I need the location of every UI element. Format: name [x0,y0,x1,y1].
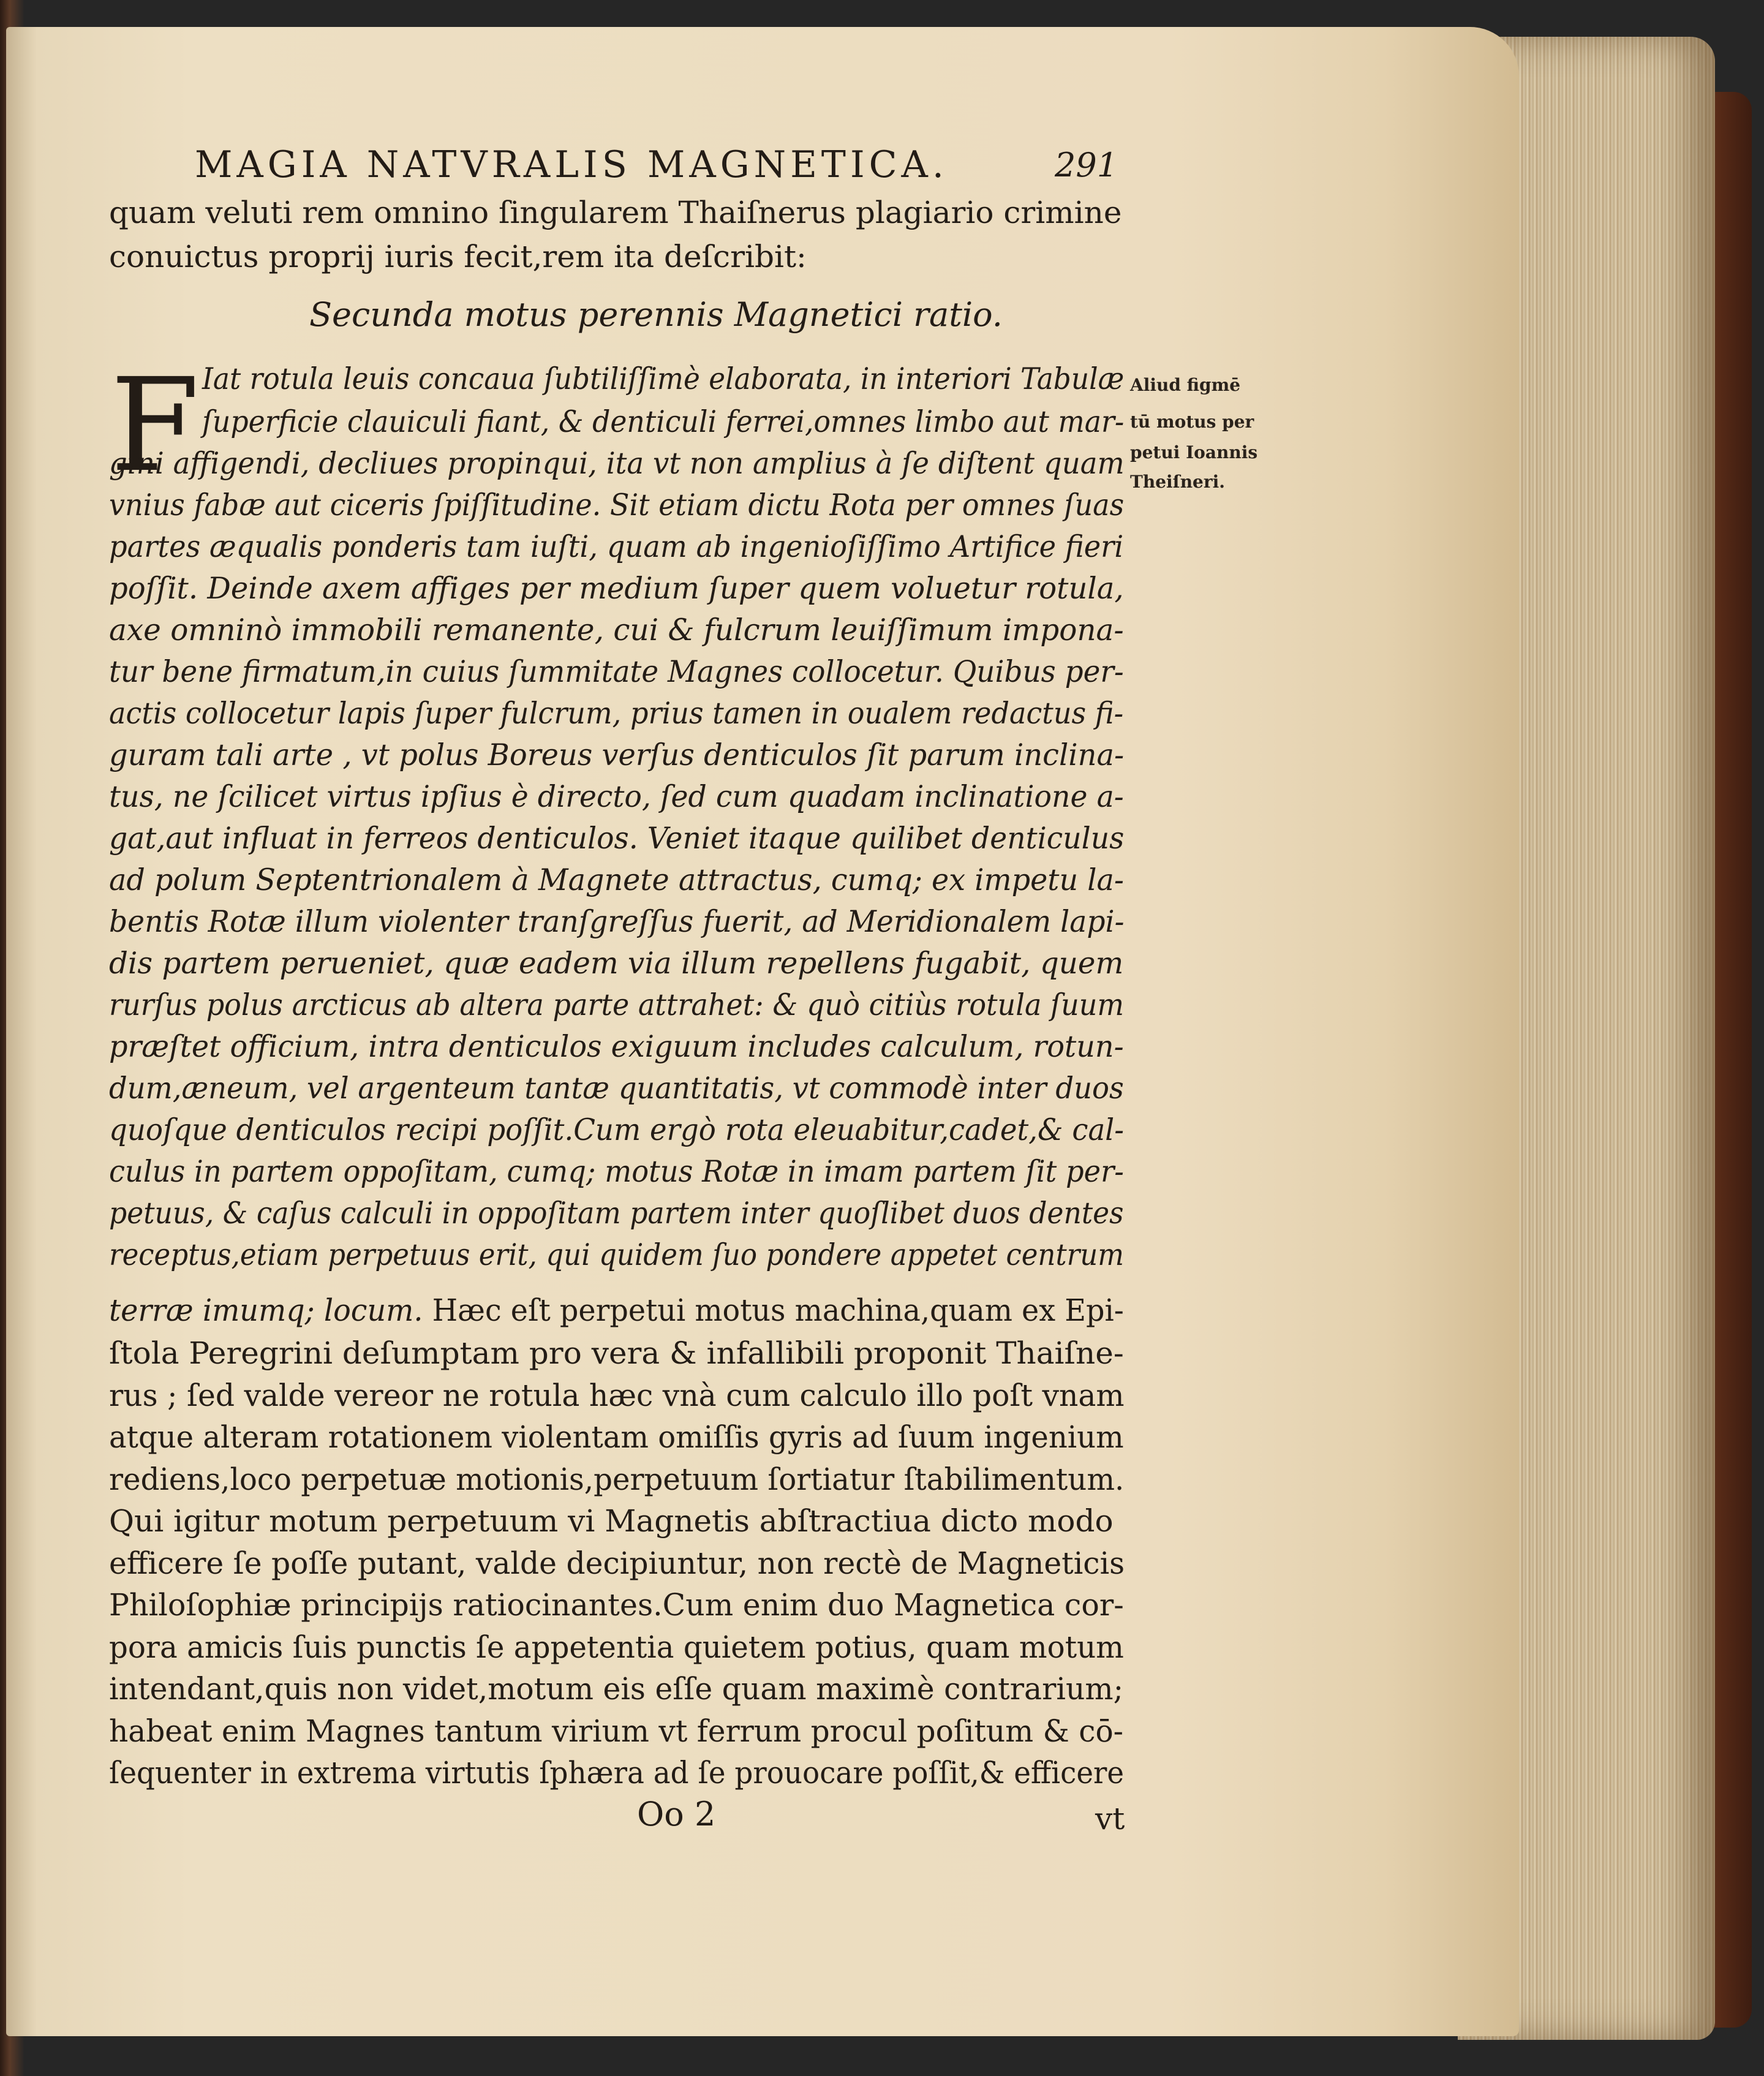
text-line: Philoſophiæ principijs ratiocinantes.Cum enim duo Magnetica cor- [109,1587,1124,1623]
text-line: conuictus proprij iuris fecit,rem ita deſcribit: [109,239,807,274]
italic-text-line: axe omninò immobili remanente, cui & fulcrum leuiſſimum impona- [109,613,1124,647]
section-title: Secunda motus perennis Magnetici ratio. [309,295,1003,334]
italic-text-line: gini affigendi, decliues propinqui, ita vt non amplius à ſe diſtent quam [109,446,1125,481]
text-line: atque alteram rotationem violentam omiſſis gyris ad ſuum ingenium [109,1419,1124,1455]
italic-text-line: gat,aut influat in ferreos denticulos. Veniet itaque quilibet denticulus [109,821,1125,856]
drop-cap: F [110,350,200,500]
italic-text-line: actis collocetur lapis ſuper fulcrum, prius tamen in oualem redactus fi- [109,696,1124,731]
italic-text-line: bentis Rotæ illum violenter tranſgreſſus fuerit, ad Meridionalem lapi- [109,904,1125,939]
italic-text-line: præſtet officium, intra denticulos exiguum includes calculum, rotun- [109,1029,1124,1064]
catchword: vt [1095,1801,1125,1836]
text-line: pora amicis ſuis punctis ſe appetentia quietem potius, quam motum [109,1629,1124,1665]
page-number: 291 [1055,146,1118,184]
italic-text-line: tus, ne ſcilicet virtus ipſius è directo, ſed cum quadam inclinatione a- [109,779,1124,814]
italic-text-line: ſuperficie clauiculi fiant, & denticuli ferrei,omnes limbo aut mar- [202,404,1125,439]
text-line: habeat enim Magnes tantum virium vt ferrum procul poſitum & cō- [109,1713,1124,1749]
italic-run: terræ imumq; locum. [109,1293,423,1328]
text-line: efficere ſe poſſe putant, valde decipiuntur, non rectè de Magneticis [109,1546,1125,1581]
italic-text-line: poſſit. Deinde axem affiges per medium ſuper quem voluetur rotula, [109,571,1124,606]
italic-text-line: dis partem perueniet, quæ eadem via illum repellens fugabit, quem [109,946,1124,981]
marginal-note-line: Theiſneri. [1130,472,1225,492]
italic-text-line: culus in partem oppoſitam, cumq; motus Rotæ in imam partem ſit per- [109,1154,1124,1189]
running-title: MAGIA NATVRALIS MAGNETICA. [195,143,948,186]
text-line: intendant,quis non videt,motum eis eſſe quam maximè contrarium; [109,1671,1124,1707]
text-line: ſtola Peregrini deſumptam pro vera & infallibili proponit Thaiſne- [109,1335,1124,1371]
text-line: quam veluti rem omnino ſingularem Thaiſnerus plagiario crimine [109,195,1122,230]
italic-text-line: guram tali arte , vt polus Boreus verſus denticulos ſit parum inclina- [109,738,1125,772]
italic-text-line: dum,æneum, vel argenteum tantæ quantitatis, vt commodè inter duos [109,1071,1124,1106]
italic-text-line: petuus, & caſus calculi in oppoſitam partem inter quoſlibet duos dentes [109,1196,1124,1231]
italic-text-line: ad polum Septentrionalem à Magnete attractus, cumq; ex impetu la- [109,862,1124,897]
italic-text-line: receptus,etiam perpetuus erit, qui quidem ſuo pondere appetet centrum [109,1237,1125,1272]
italic-text-line: partes æqualis ponderis tam iuſti, quam ab ingenioſiſſimo Artifice fieri [109,529,1124,564]
italic-text-line: vnius fabæ aut ciceris ſpiſſitudine. Sit etiam dictu Rota per omnes ſuas [109,488,1125,523]
roman-run: Hæc eſt perpetui motus machina,quam ex Epi- [423,1293,1124,1328]
italic-text-line: rurſus polus arcticus ab altera parte attrahet: & quò citiùs rotula ſuum [109,987,1125,1022]
text-line: rus ; ſed valde vereor ne rotula hæc vnà cum calculo illo poſt vnam [109,1378,1125,1413]
marginal-note-line: tū motus per [1130,412,1254,432]
italic-text-line: tur bene firmatum,in cuius ſummitate Magnes collocetur. Quibus per- [109,654,1124,689]
marginal-note-line: Aliud figmē [1130,375,1241,395]
italic-text-line: Iat rotula leuis concaua ſubtiliſſimè elaborata, in interiori Tabulæ [202,361,1125,396]
italic-text-line: quoſque denticulos recipi poſſit.Cum ergò rota eleuabitur,cadet,& cal- [109,1112,1124,1147]
signature-mark: Oo 2 [637,1795,716,1833]
marginal-note-line: petui Ioannis [1130,442,1258,462]
text-line: Qui igitur motum perpetuum vi Magnetis abſtractiua dicto modo [109,1503,1114,1539]
text-line: rediens,loco perpetuæ motionis,perpetuum ſortiatur ſtabilimentum. [109,1462,1125,1497]
mixed-text-line [109,1293,1124,1328]
text-line: ſequenter in extrema virtutis ſphæra ad ſe prouocare poſſit,& efficere [109,1755,1125,1791]
